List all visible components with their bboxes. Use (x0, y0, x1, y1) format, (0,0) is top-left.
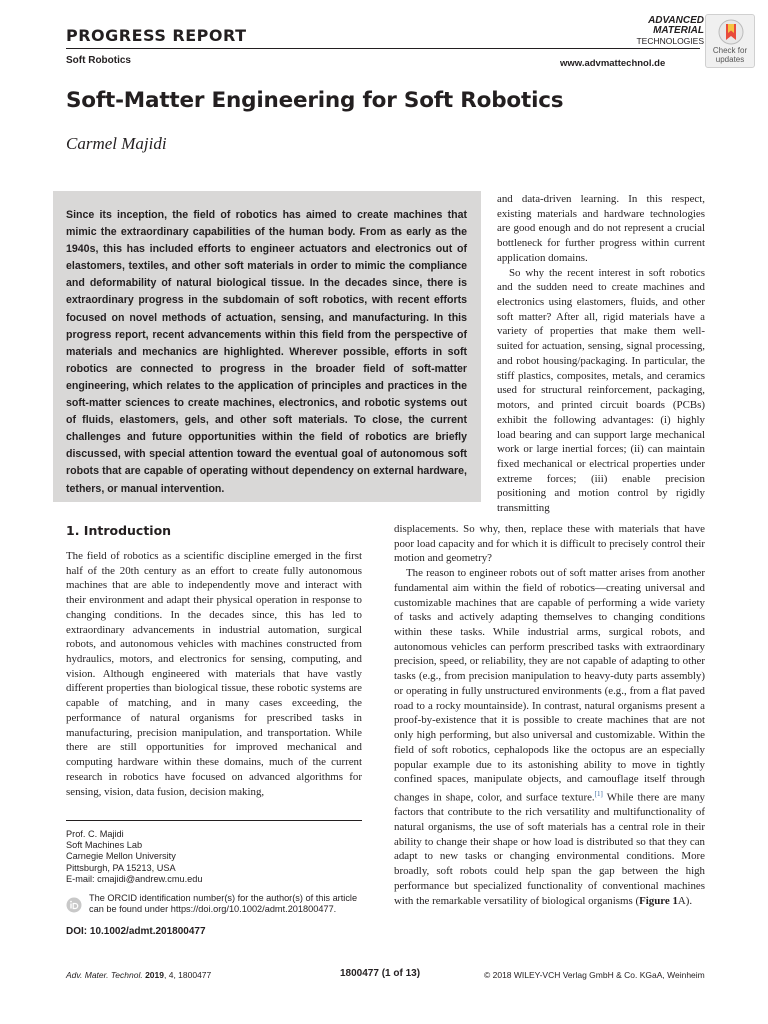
intro-left-column (66, 549, 362, 799)
figure-1-link[interactable]: Figure 1 (639, 894, 678, 907)
journal-logo (630, 16, 704, 52)
right-paragraph-2-continued: displacements. So why, then, replace these with materials that have poor load capacity and for which it is difficult to precisely control their motion and geometry? (394, 523, 705, 565)
section-heading-introduction: 1. Introduction (66, 523, 172, 538)
footnote-divider (66, 820, 362, 821)
report-type-label: PROGRESS REPORT (66, 26, 247, 45)
check-for-updates-button[interactable] (705, 14, 755, 68)
reference-link-1[interactable]: [1] (594, 789, 603, 798)
journal-logo-line-2: MATERIAL (653, 25, 704, 36)
right-paragraph-3-text: The reason to engineer robots out of soft matter arises from another fundamental aim within the field of robotics—creating universal and customizable machines that are capable of performing a wide variety of tasks and actively adapting themselves to changing conditions within these tasks. While industrial arms, surgical robots, and autonomous vehicles can perform prescribed tasks with extraordinary precision, speed, or reliability, they are not capable of adapting to other tasks (e.g., from precision manipulation to heavy-duty parts assembly) or operating in fully unstructured environments (e.g., from a flat paved road to a rocky mountainside). In contrast, natural organisms present a proof-by-existence that it is possible to create machines that are not only high performing, but also universal and customizable. Within the field of soft robotics, cephalopods like the octopus are an especially popular example due to its astonishing ability to move in tightly confined spaces, manipulate objects, and camouflage itself through changes in shape, color, and surface texture. (394, 567, 705, 804)
check-updates-label: Check for updates (712, 46, 748, 64)
citation-volume: , 4, 1800477 (164, 970, 212, 980)
article-title: Soft-Matter Engineering for Soft Robotics (66, 88, 564, 113)
affiliation-line: Prof. C. Majidi (66, 829, 124, 839)
abstract-box (53, 191, 481, 502)
right-paragraph-1: and data-driven learning. In this respect, existing materials and hardware technologies are good enough and do not represent a crucial bottleneck for further progress within current application domains. (497, 193, 705, 264)
right-column-top (497, 192, 705, 516)
journal-logo-line-3: TECHNOLOGIES (636, 36, 704, 46)
orcid-icon (66, 897, 82, 913)
citation-journal: Adv. Mater. Technol. (66, 970, 143, 980)
abstract-text: Since its inception, the field of robotics has aimed to create machines that mimic the extraordinary capabilities of the human body. From as early as the 1940s, this has included efforts to engineer actuators and electronics out of elastomers, textiles, and other soft materials in order to mimic the compliance and deformability of natural biological tissue. In the decades since, there is extraordinary progress in the subdomain of soft robotics, with recent efforts focused on novel methods of actuation, sensing, and manufacturing. In this progress report, recent advancements within this field from the perspective of materials and mechanics are highlighted. Wherever possible, efforts in soft robotics are connected to progress in the broader field of soft-matter engineering, which relates to the application of principles and practices in the soft-matter sciences to create machines, electronics, and robotic systems out of fluids, elastomers, gels, and other soft materials. To close, the current challenges and future opportunities within the field of robotics are briefly discussed, with special attention toward the eventual goal of autonomous soft robots that are capable of operating without dependency on external hardware, tethers, or manual intervention. (66, 209, 467, 495)
right-paragraph-3-close: A). (677, 894, 693, 907)
right-column-bottom (394, 522, 705, 908)
journal-logo-line-1: ADVANCED (648, 16, 704, 26)
affiliation-line: Soft Machines Lab (66, 840, 143, 851)
right-paragraph-3 (394, 566, 705, 908)
intro-paragraph-1: The field of robotics as a scientific discipline emerged in the first half of the 20th century as an effort to create fully autonomous machines that are able to independently move and interact with their environment and adapt their physical operation in response to changing conditions. In the decades since, this has led to extraordinary advancements in industrial automation, surgical robots, and autonomous vehicles with machines constructed from hydraulics, motors, and electronics for sensing, computing, and vision. Although engineered with materials that have vastly different properties than biological tissue, these robotic systems are capable of matching, and in many cases exceeding, the performance of natural organisms for prescribed tasks in manufacturing, precision manipulation, and transportation. While there are still opportunities for improved mechanical and computing hardware within these domains, much of the current research in robotics have focused on advanced algorithms for sensing, vision, data fusion, decision making, (66, 550, 362, 798)
page-number: 1800477 (1 of 13) (340, 968, 421, 979)
citation-footer (66, 970, 211, 980)
check-updates-icon (717, 18, 745, 46)
journal-url-link[interactable]: www.advmattechnol.de (560, 58, 666, 69)
author-affiliation (66, 829, 366, 885)
article-author: Carmel Majidi (66, 134, 167, 153)
right-paragraph-2: So why the recent interest in soft robotics and the sudden need to create machines and electronics using elastomers, fluids, and other soft matter? After all, rigid materials have a variety of properties that make them well-suited for actuation, sensing, signal processing, and robot housing/packaging. In particular, the stiff plastics, composites, metals, and ceramics used for structural reinforcement, packaging, motors, and printed circuit boards (PCBs) exhibit the following advantages: (i) highly load bearing and can support large mechanical work or large inertial forces; (ii) can maintain fixed mechanical or electrical properties under extreme forces; (iii) enable precision positioning and motion control by rigidly transmitting (497, 266, 705, 515)
author-email-link[interactable]: E-mail: cmajidi@andrew.cmu.edu (66, 873, 203, 884)
orcid-note: The ORCID identification number(s) for the author(s) of this article can be found under https://doi.org/10.1002/admt.201800477. (89, 893, 358, 915)
affiliation-line: Carnegie Mellon University (66, 851, 176, 862)
doi-link[interactable]: DOI: 10.1002/admt.201800477 (66, 926, 206, 937)
section-label: Soft Robotics (66, 55, 131, 66)
right-paragraph-3-end: While there are many factors that contribute to the rich versatility and multifunctionality of natural organisms, the use of soft materials has a central role in their ability to change their shape or how load is distributed so that they can adapt to new tasks or changing environmental conditions. More broadly, soft robots could help span the gap between the high performance but specialized functionality of conventional machines with the remarkable versatility of biological organisms ( (394, 791, 706, 907)
header-divider (66, 48, 700, 49)
copyright-notice: © 2018 WILEY-VCH Verlag GmbH & Co. KGaA, Weinheim (484, 970, 705, 980)
affiliation-line: Pittsburgh, PA 15213, USA (66, 862, 176, 873)
citation-year: 2019 (145, 970, 164, 980)
